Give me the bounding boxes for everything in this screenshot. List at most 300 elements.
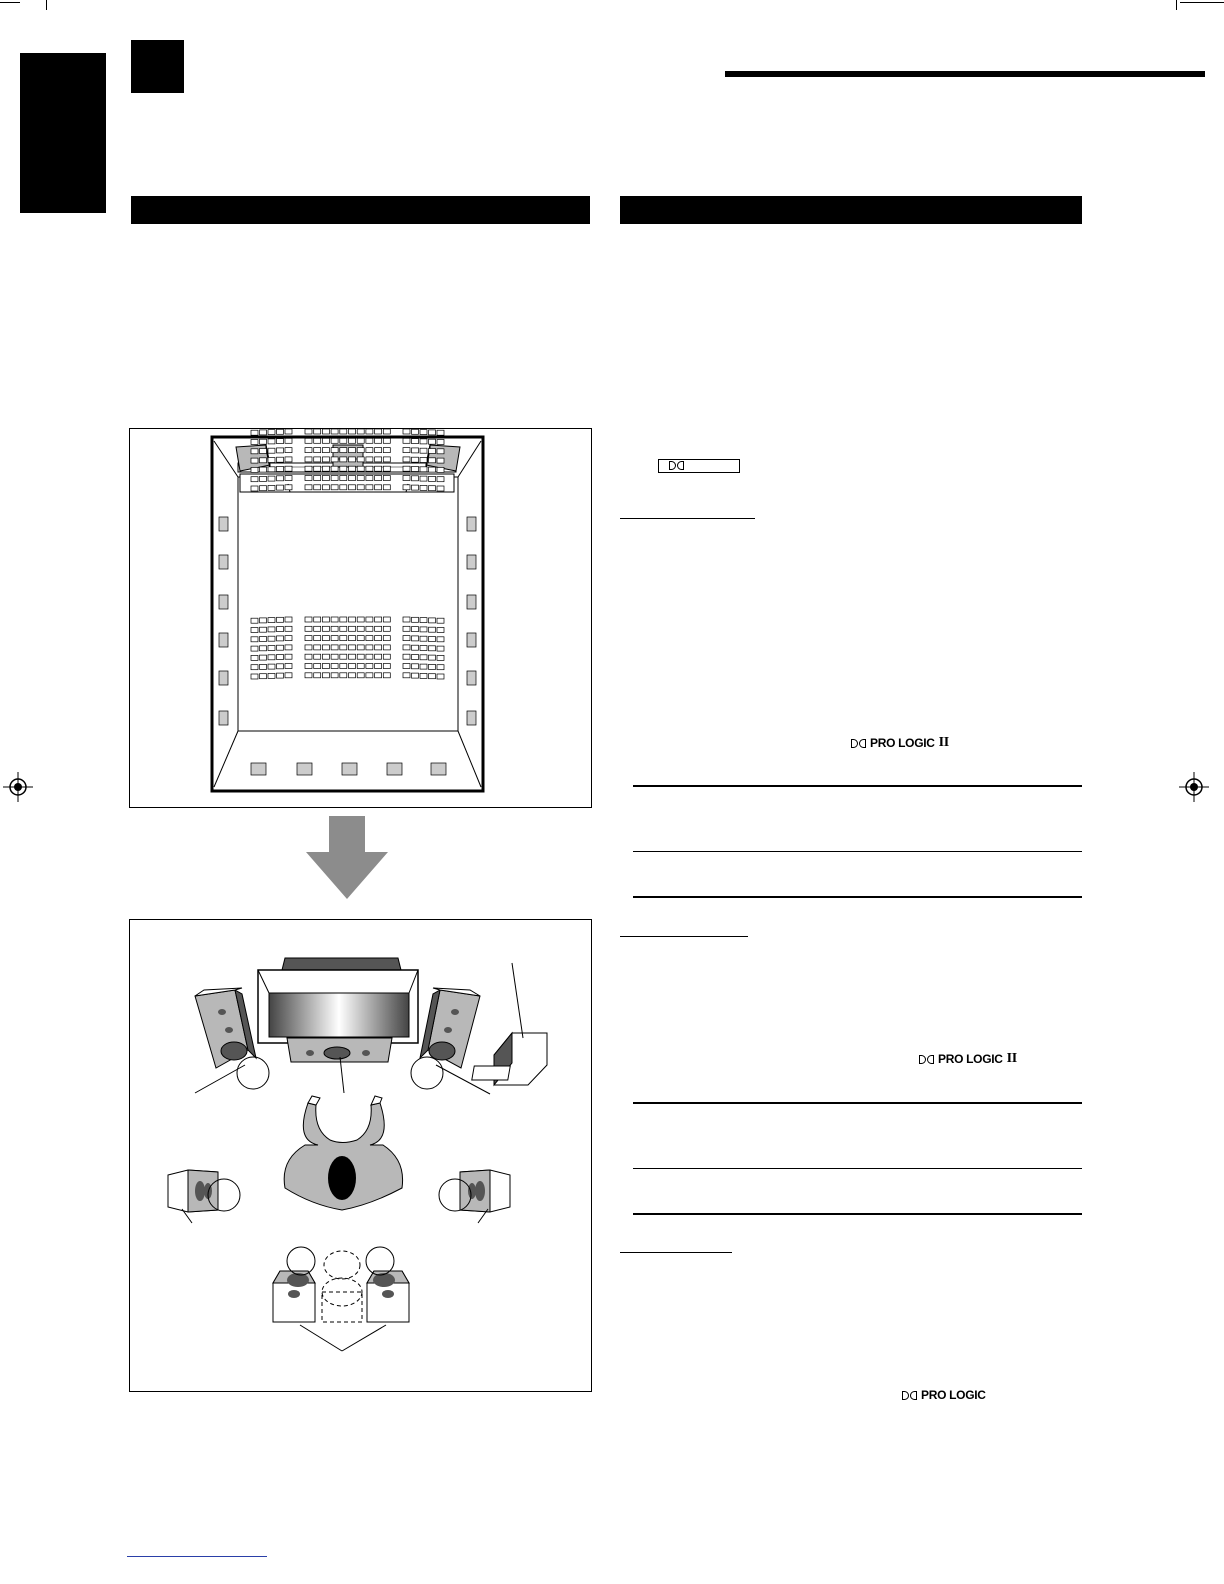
seat-icon [285, 448, 292, 453]
seat-icon [420, 430, 427, 435]
center-speaker-icon [287, 1038, 392, 1062]
side-speaker-icon [467, 671, 476, 685]
seat-icon [340, 438, 347, 443]
seat-icon [429, 637, 436, 642]
seat-icon [429, 627, 436, 632]
seat-icon [331, 429, 338, 434]
seat-icon [383, 673, 390, 678]
seat-icon [349, 476, 356, 481]
seat-icon [285, 617, 292, 622]
seat-icon [322, 636, 329, 641]
seat-icon [420, 448, 427, 453]
seat-icon [277, 627, 284, 632]
seat-icon [429, 646, 436, 651]
seat-icon [305, 448, 312, 453]
seat-icon [429, 618, 436, 623]
seat-icon [305, 636, 312, 641]
table1-rule-bottom [633, 896, 1082, 898]
seat-icon [429, 655, 436, 660]
pro-logic-logo [902, 1388, 986, 1402]
seat-icon [437, 430, 444, 435]
seat-icon [260, 476, 267, 481]
seat-icon [277, 664, 284, 669]
television-icon [258, 958, 418, 1043]
seat-icon [403, 617, 410, 622]
listener-icon [284, 1096, 402, 1210]
seat-icon [357, 429, 364, 434]
seat-icon [437, 646, 444, 651]
seat-icon [331, 476, 338, 481]
seat-icon [349, 645, 356, 650]
seat-icon [331, 636, 338, 641]
seat-icon [357, 476, 364, 481]
seat-icon [383, 654, 390, 659]
seat-icon [340, 448, 347, 453]
seat-icon [403, 664, 410, 669]
seat-icon [429, 467, 436, 472]
seat-icon [349, 448, 356, 453]
crop-mark-top-left-v [46, 0, 47, 10]
pro-logic-ii-logo-2 [919, 1051, 1017, 1067]
seat-icon [277, 476, 284, 481]
seat-icon [366, 457, 373, 462]
seat-icon [383, 457, 390, 462]
side-speaker-icon [219, 517, 228, 531]
seat-icon [437, 674, 444, 679]
seat-icon [251, 665, 258, 670]
seat-icon [331, 466, 338, 471]
side-speaker-icon [219, 633, 228, 647]
seat-icon [322, 476, 329, 481]
seat-icon [429, 664, 436, 669]
seat-icon [285, 626, 292, 631]
seat-icon [366, 654, 373, 659]
seat-icon [322, 654, 329, 659]
seat-icon [357, 617, 364, 622]
seat-icon [268, 664, 275, 669]
seat-icon [285, 664, 292, 669]
seat-icon [412, 636, 419, 641]
seat-icon [251, 674, 258, 679]
seat-icon [340, 466, 347, 471]
crop-mark-top-left [0, 2, 20, 3]
seat-icon [251, 440, 258, 445]
seat-icon [322, 645, 329, 650]
seat-icon [260, 664, 267, 669]
seat-icon [349, 429, 356, 434]
seat-icon [314, 429, 321, 434]
seat-icon [277, 673, 284, 678]
seat-icon [260, 467, 267, 472]
seat-icon [357, 457, 364, 462]
seat-icon [366, 476, 373, 481]
dolby-logo-box [658, 459, 740, 473]
seat-icon [412, 485, 419, 490]
seat-icon [366, 626, 373, 631]
seat-icon [314, 485, 321, 490]
seat-icon [322, 466, 329, 471]
seat-icon [260, 449, 267, 454]
seat-icon [349, 636, 356, 641]
seat-icon [366, 636, 373, 641]
seat-icon [305, 664, 312, 669]
seat-icon [285, 636, 292, 641]
chapter-marker [131, 40, 184, 93]
dolby-double-d-icon [851, 739, 866, 748]
seat-icon [383, 448, 390, 453]
seat-icon [437, 655, 444, 660]
seat-icon [375, 485, 382, 490]
seat-icon [420, 476, 427, 481]
seat-icon [285, 476, 292, 481]
seat-icon [375, 448, 382, 453]
seat-icon [305, 654, 312, 659]
seat-icon [437, 665, 444, 670]
seat-icon [383, 429, 390, 434]
back-right-speaker-icon [366, 1247, 409, 1322]
seat-icon [331, 626, 338, 631]
seat-icon [349, 438, 356, 443]
seat-icon [357, 645, 364, 650]
seat-icon [429, 449, 436, 454]
seat-icon [437, 637, 444, 642]
seat-icon [437, 440, 444, 445]
seat-icon [277, 429, 284, 434]
seat-icon [314, 457, 321, 462]
seat-icon [340, 645, 347, 650]
seat-icon [375, 466, 382, 471]
rear-speaker-icon [297, 763, 312, 775]
seat-icon [437, 458, 444, 463]
seat-icon [375, 636, 382, 641]
seat-icon [268, 485, 275, 490]
seat-icon [322, 617, 329, 622]
seat-icon [251, 637, 258, 642]
rear-speaker-icon [431, 763, 446, 775]
pro-logic-text: PRO LOGIC [921, 1388, 986, 1402]
seat-icon [403, 636, 410, 641]
seat-icon [429, 430, 436, 435]
side-speaker-icon [467, 595, 476, 609]
side-speaker-icon [467, 517, 476, 531]
seat-icon [403, 626, 410, 631]
seat-icon [322, 448, 329, 453]
seat-icon [357, 448, 364, 453]
seat-icon [268, 673, 275, 678]
seat-icon [268, 430, 275, 435]
seat-icon [251, 477, 258, 482]
side-speaker-icon [467, 633, 476, 647]
seat-icon [314, 438, 321, 443]
side-tab [20, 53, 106, 213]
seat-icon [437, 467, 444, 472]
seat-icon [305, 466, 312, 471]
seat-icon [349, 617, 356, 622]
seat-icon [437, 628, 444, 633]
seat-icon [251, 628, 258, 633]
seat-icon [375, 457, 382, 462]
seat-icon [285, 457, 292, 462]
seat-icon [412, 673, 419, 678]
seat-icon [251, 458, 258, 463]
seat-icon [366, 664, 373, 669]
seat-icon [314, 448, 321, 453]
seat-icon [260, 637, 267, 642]
pro-logic-text: PRO LOGIC [938, 1052, 1003, 1066]
seat-icon [268, 448, 275, 453]
seat-icon [403, 457, 410, 462]
seat-icon [322, 664, 329, 669]
seat-icon [349, 457, 356, 462]
seat-icon [277, 617, 284, 622]
seat-icon [322, 438, 329, 443]
seat-icon [349, 626, 356, 631]
seat-icon [403, 485, 410, 490]
seat-icon [340, 476, 347, 481]
rear-speaker-icon [342, 763, 357, 775]
seat-icon [305, 673, 312, 678]
table2-rule-top [633, 1102, 1082, 1104]
seat-icon [412, 476, 419, 481]
seat-icon [420, 618, 427, 623]
seat-icon [412, 655, 419, 660]
side-speaker-icon [219, 711, 228, 725]
seat-icon [340, 485, 347, 490]
seat-icon [285, 466, 292, 471]
seat-icon [375, 645, 382, 650]
seat-icon [331, 457, 338, 462]
seat-icon [412, 467, 419, 472]
seat-icon [260, 458, 267, 463]
seat-icon [322, 485, 329, 490]
seat-icon [277, 467, 284, 472]
dolby-double-d-icon [669, 461, 684, 470]
seat-icon [340, 429, 347, 434]
registration-mark-left-icon [3, 772, 33, 802]
seat-icon [383, 626, 390, 631]
seat-icon [366, 438, 373, 443]
seat-icon [420, 439, 427, 444]
seat-icon [403, 645, 410, 650]
subsection-underline-3 [620, 1252, 732, 1253]
seat-icon [437, 449, 444, 454]
seat-icon [375, 438, 382, 443]
crop-mark-top-right-v [1176, 0, 1177, 10]
movie-theater-diagram [130, 429, 591, 807]
seat-icon [429, 486, 436, 491]
seat-icon [403, 654, 410, 659]
seat-icon [357, 654, 364, 659]
seat-icon [314, 617, 321, 622]
seat-icon [403, 448, 410, 453]
seat-icon [357, 626, 364, 631]
seat-icon [331, 617, 338, 622]
seat-icon [285, 429, 292, 434]
seat-icon [340, 654, 347, 659]
seat-icon [403, 438, 410, 443]
seat-icon [349, 673, 356, 678]
seat-icon [268, 439, 275, 444]
seat-icon [305, 476, 312, 481]
table1-rule-mid [633, 851, 1082, 852]
seat-icon [375, 476, 382, 481]
side-speaker-icon [219, 595, 228, 609]
seat-icon [375, 673, 382, 678]
dolby-double-d-icon [902, 1391, 917, 1400]
seat-icon [331, 448, 338, 453]
seat-icon [251, 486, 258, 491]
seat-icon [412, 457, 419, 462]
seat-icon [277, 645, 284, 650]
pro-logic-ii-logo-1 [851, 735, 949, 751]
seat-icon [437, 477, 444, 482]
dolby-double-d-icon [919, 1055, 934, 1064]
seat-icon [285, 438, 292, 443]
seat-icon [403, 429, 410, 434]
seat-icon [322, 673, 329, 678]
seat-icon [314, 466, 321, 471]
right-section-header [620, 196, 1082, 224]
seat-icon [412, 617, 419, 622]
seat-icon [305, 429, 312, 434]
surround-right-speaker-icon [439, 1170, 510, 1223]
seat-icon [349, 654, 356, 659]
registration-mark-right-icon [1179, 772, 1209, 802]
seat-icon [322, 626, 329, 631]
seat-icon [420, 627, 427, 632]
seat-icon [268, 655, 275, 660]
seat-icon [251, 646, 258, 651]
seat-icon [420, 646, 427, 651]
seat-icon [251, 467, 258, 472]
table1-rule-top [633, 785, 1082, 787]
seat-icon [366, 645, 373, 650]
seat-icon [375, 626, 382, 631]
seat-icon [268, 636, 275, 641]
seat-icon [285, 485, 292, 490]
rear-speaker-icon [387, 763, 402, 775]
seat-icon [383, 617, 390, 622]
seat-icon [331, 664, 338, 669]
seat-icon [375, 664, 382, 669]
side-speaker-icon [219, 671, 228, 685]
seat-icon [331, 438, 338, 443]
seat-icon [314, 476, 321, 481]
seat-icon [305, 617, 312, 622]
seat-icon [277, 636, 284, 641]
seat-icon [260, 486, 267, 491]
seat-icon [437, 618, 444, 623]
seat-icon [366, 448, 373, 453]
seat-icon [357, 673, 364, 678]
seat-icon [305, 626, 312, 631]
subsection-underline-1 [620, 518, 755, 519]
seat-icon [366, 673, 373, 678]
seat-icon [285, 673, 292, 678]
theater-diagram-panel [129, 428, 592, 808]
rear-speaker-icon [251, 763, 266, 775]
seat-icon [277, 655, 284, 660]
seat-icon [420, 467, 427, 472]
seat-icon [420, 485, 427, 490]
seat-icon [251, 618, 258, 623]
seat-icon [403, 476, 410, 481]
seat-icon [366, 429, 373, 434]
seat-icon [420, 636, 427, 641]
seat-icon [260, 674, 267, 679]
seat-icon [366, 617, 373, 622]
seat-icon [383, 485, 390, 490]
seat-icon [357, 636, 364, 641]
seat-icon [349, 664, 356, 669]
seat-icon [383, 438, 390, 443]
seat-icon [420, 655, 427, 660]
table2-rule-bottom [633, 1213, 1082, 1215]
side-speaker-icon [467, 711, 476, 725]
subwoofer-icon [472, 963, 547, 1085]
seat-icon [357, 466, 364, 471]
seat-icon [403, 466, 410, 471]
seat-icon [349, 466, 356, 471]
pro-logic-suffix: II [1006, 1051, 1017, 1066]
seat-icon [260, 646, 267, 651]
footer-link[interactable] [127, 1556, 267, 1557]
seat-icon [285, 645, 292, 650]
seat-icon [268, 646, 275, 651]
seat-icon [331, 673, 338, 678]
seat-icon [375, 429, 382, 434]
seat-icon [260, 627, 267, 632]
seat-icon [268, 476, 275, 481]
seat-icon [412, 439, 419, 444]
side-speaker-icon [467, 555, 476, 569]
seat-icon [412, 429, 419, 434]
seat-icon [357, 664, 364, 669]
home-diagram-panel [129, 919, 592, 1392]
seat-icon [322, 457, 329, 462]
seat-icon [383, 466, 390, 471]
down-arrow-icon [304, 816, 390, 900]
seat-icon [305, 438, 312, 443]
seat-icon [260, 430, 267, 435]
side-speaker-icon [219, 555, 228, 569]
seat-icon [340, 617, 347, 622]
title-rule [725, 71, 1205, 77]
seat-icon [412, 448, 419, 453]
seat-icon [314, 654, 321, 659]
seat-icon [412, 627, 419, 632]
seat-icon [268, 627, 275, 632]
seat-icon [383, 664, 390, 669]
seat-icon [314, 636, 321, 641]
seat-icon [314, 626, 321, 631]
seat-icon [322, 429, 329, 434]
seat-icon [305, 485, 312, 490]
seat-icon [251, 430, 258, 435]
seat-icon [357, 438, 364, 443]
back-left-speaker-icon [273, 1247, 315, 1322]
seat-icon [277, 448, 284, 453]
seat-icon [268, 467, 275, 472]
seat-icon [340, 636, 347, 641]
back-listener-outline-icon [322, 1251, 362, 1322]
seat-icon [420, 673, 427, 678]
seat-icon [277, 439, 284, 444]
seat-icon [429, 476, 436, 481]
seat-icon [429, 674, 436, 679]
seat-icon [314, 673, 321, 678]
seat-icon [305, 645, 312, 650]
